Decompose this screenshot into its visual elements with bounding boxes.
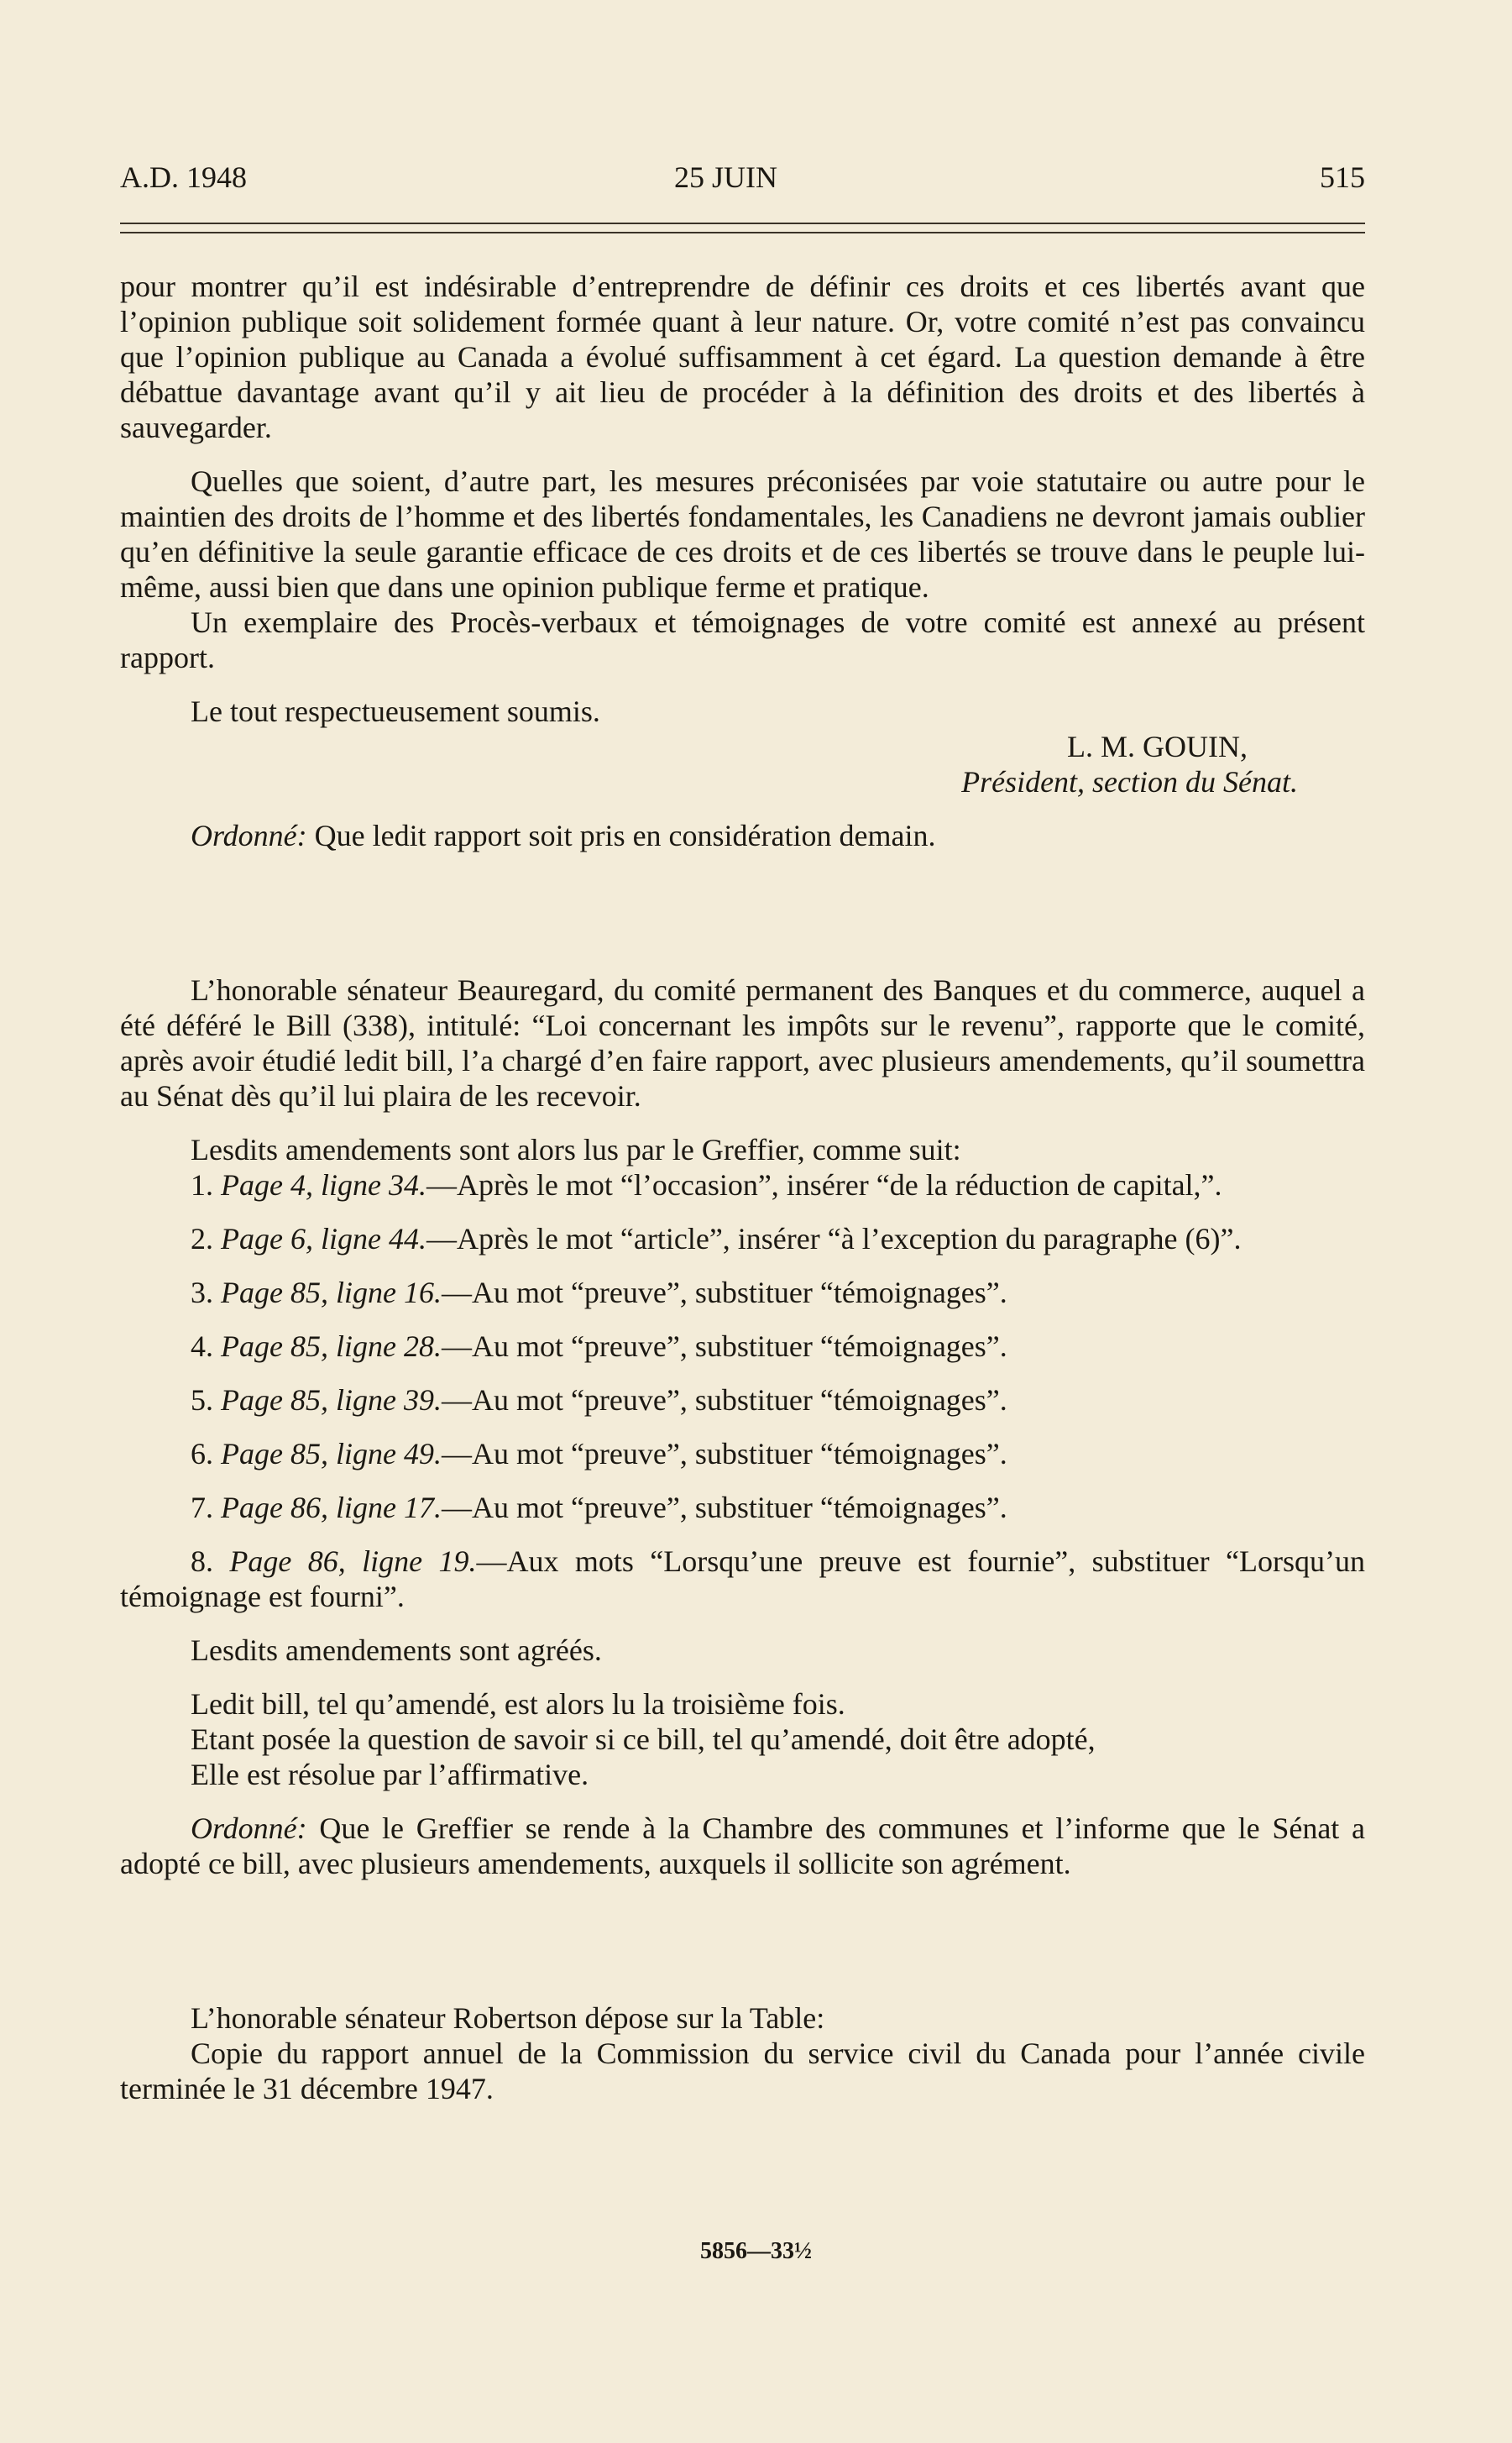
printer-signature: 5856—33½ [700, 2238, 812, 2264]
paragraph: Copie du rapport annuel de la Commission du service civil du Canada pour l’année civile terminée le 31 décembre 1947. [120, 2037, 1365, 2105]
paragraph: Quelles que soient, d’autre part, les mesures préconisées par voie statutaire ou autre pour le maintien des droits de l’homme et des libertés fondamentales, les Canadiens ne devront jamais oublier qu’en définitive la seule garantie efficace de ces droits et de ces libertés se trouve dans le peuple lui-même, aussi bien que dans une opinion publique ferme et pratique. [120, 464, 1365, 604]
page-header [120, 160, 1365, 202]
order-paragraph [120, 1811, 1365, 1881]
page-number: 515 [1320, 160, 1365, 194]
paragraph: Lesdits amendements sont agréés. [191, 1633, 602, 1667]
amendment-item: 2. Page 6, ligne 44.—Après le mot “article”, insérer “à l’exception du paragraphe (6)”. [191, 1222, 1242, 1256]
amendment-item: 4. Page 85, ligne 28.—Au mot “preuve”, substituer “témoignages”. [191, 1329, 1007, 1363]
order-text: Que ledit rapport soit pris en considération demain. [306, 819, 936, 852]
page-body [120, 269, 1365, 2106]
paragraph: Etant posée la question de savoir si ce bill, tel qu’amendé, doit être adopté, [191, 1722, 1096, 1756]
amendment-item: 7. Page 86, ligne 17.—Au mot “preuve”, substituer “témoignages”. [191, 1491, 1007, 1524]
order-paragraph [120, 818, 1365, 853]
header-year: A.D. 1948 [120, 160, 247, 194]
paragraph: Ledit bill, tel qu’amendé, est alors lu la troisième fois. [191, 1687, 845, 1721]
order-label: Ordonné: [191, 819, 307, 852]
header-date: 25 JUIN [674, 160, 777, 194]
amendment-item: 6. Page 85, ligne 49.—Au mot “preuve”, substituer “témoignages”. [191, 1437, 1007, 1471]
paragraph: Lesdits amendements sont alors lus par le Greffier, comme suit: [191, 1133, 961, 1166]
header-rule [120, 223, 1365, 233]
amendment-item: 1. Page 4, ligne 34.—Après le mot “l’occasion”, insérer “de la réduction de capital,”. [191, 1168, 1222, 1202]
paragraph: L’honorable sénateur Robertson dépose sur la Table: [191, 2001, 825, 2035]
amendment-item: 5. Page 85, ligne 39.—Au mot “preuve”, substituer “témoignages”. [191, 1383, 1007, 1417]
signature-name: L. M. GOUIN, [1067, 730, 1248, 763]
amendments-list [120, 1167, 1365, 1614]
paragraph: L’honorable sénateur Beauregard, du comité permanent des Banques et du commerce, auquel a été déféré le Bill (338), intitulé: “Loi concernant les impôts sur le revenu”, rapporte que le comité, après avoir étudié ledit bill, l’a chargé d’en faire rapport, avec plusieurs amendements, qu’il soumettra au Sénat dès qu’il lui plaira de les recevoir. [120, 973, 1365, 1113]
paragraph: Le tout respectueusement soumis. [191, 695, 600, 728]
order-label: Ordonné: [191, 1811, 307, 1845]
amendment-item: 3. Page 85, ligne 16.—Au mot “preuve”, substituer “témoignages”. [191, 1276, 1007, 1309]
amendment-item: 8. Page 86, ligne 19.—Aux mots “Lorsqu’une preuve est fournie”, substituer “Lorsqu’un témoignage est fourni”. [120, 1544, 1366, 1613]
signature-title: Président, section du Sénat. [961, 765, 1298, 799]
paragraph: Elle est résolue par l’affirmative. [191, 1758, 589, 1791]
paragraph: Un exemplaire des Procès-verbaux et témoignages de votre comité est annexé au présent rapport. [120, 606, 1365, 674]
paragraph-continuation: pour montrer qu’il est indésirable d’entreprendre de définir ces droits et ces libertés avant que l’opinion publique soit solidement formée quant à leur nature. Or, votre comité n’est pas convaincu que l’opinion publique au Canada a évolué suffisamment à cet égard. La question demande à être débattue davantage avant qu’il y ait lieu de procéder à la définition des droits et des libertés à sauvegarder. [120, 270, 1365, 444]
order-text: Que le Greffier se rende à la Chambre des communes et l’informe que le Sénat a adopté ce bill, avec plusieurs amendements, auxquels il sollicite son agrément. [120, 1811, 1365, 1880]
